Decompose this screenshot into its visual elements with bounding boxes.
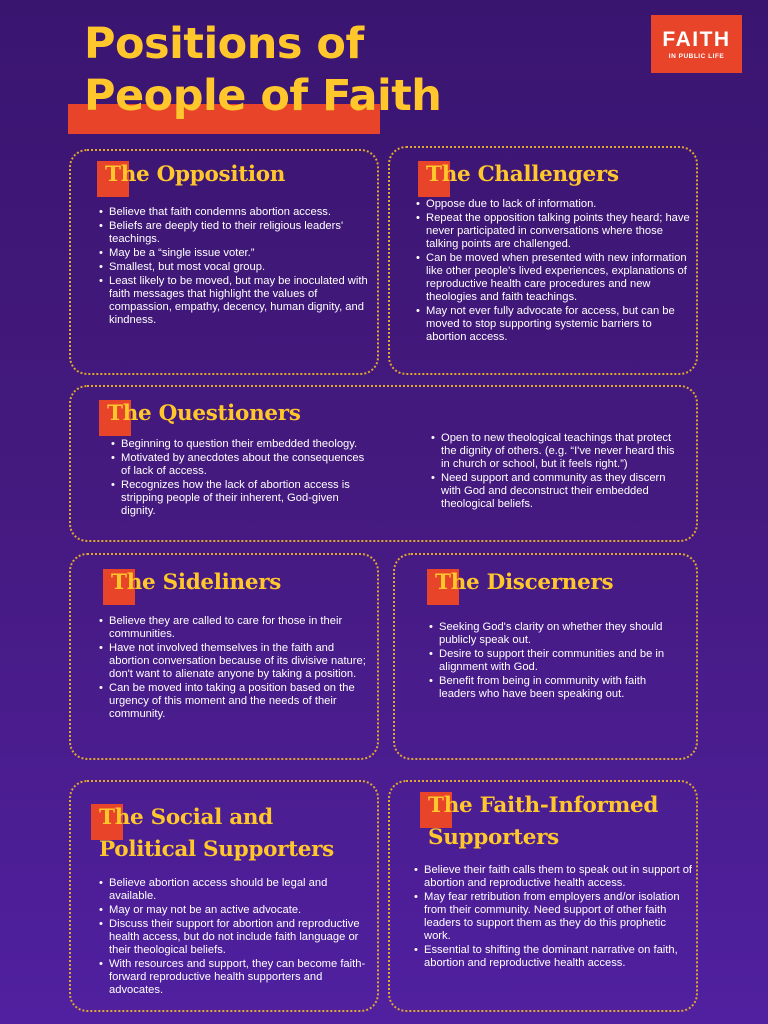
card-opposition-heading [105,159,285,191]
list-item: • Recognizes how the lack of abortion access is stripping people of their inherent, God-given dignity. [111,479,373,518]
card-discerners-title: The Discerners [435,570,614,595]
card-questioners-points-left [111,438,373,519]
page-title-line-2: People of Faith [84,71,442,121]
list-item: • Need support and community as they discern with God and deconstruct their embedded theological beliefs. [431,472,679,511]
card-questioners [69,385,698,542]
card-faith-informed-title-line-1: The Faith-Informed [428,793,659,818]
list-item: • Have not involved themselves in the faith and abortion conversation because of its divisive nature; don't want to alienate anyone by taking a position. [99,642,371,681]
card-discerners-heading [435,567,613,599]
card-social-political-supporters [69,780,379,1012]
list-item: • Repeat the opposition talking points they heard; have never participated in conversations where those talking points are challenged. [416,212,694,251]
card-sideliners-heading [111,567,281,599]
list-item: • Believe that faith condemns abortion access. [99,206,371,219]
card-faith-informed-heading [428,790,658,854]
card-opposition-title: The Opposition [105,162,286,187]
card-discerners-points [429,621,679,702]
list-item: • Smallest, but most vocal group. [99,261,371,274]
list-item: • With resources and support, they can become faith-forward reproductive health supporters and advocates. [99,958,371,997]
card-faith-informed-title-line-2: Supporters [428,825,559,850]
card-opposition-points [99,206,371,328]
list-item: • Seeking God's clarity on whether they should publicly speak out. [429,621,679,647]
list-item: • Motivated by anecdotes about the consequences of lack of access. [111,452,373,478]
list-item: • Open to new theological teachings that protect the dignity of others. (e.g. “I've never heard this in church or school, but it feels right.”) [431,432,679,471]
card-challengers-points [416,198,694,345]
list-item: • Beginning to question their embedded theology. [111,438,373,451]
list-item: • Can be moved when presented with new information like other people's lived experiences, explanations of reproductive health care procedures and new theologies and faith teachings. [416,252,694,304]
card-sideliners-points [99,615,371,722]
list-item: • Benefit from being in community with faith leaders who have been speaking out. [429,675,679,701]
list-item: • Believe abortion access should be legal and available. [99,877,371,903]
list-item: • Least likely to be moved, but may be inoculated with faith messages that highlight the values of compassion, empathy, decency, human dignity, and kindness. [99,275,371,327]
card-challengers-title: The Challengers [426,162,619,187]
page-title [84,18,544,122]
card-challengers [388,146,698,375]
faith-in-public-life-logo [651,15,742,73]
list-item: • May not ever fully advocate for access, but can be moved to stop supporting systemic barriers to abortion access. [416,305,694,344]
card-opposition [69,149,379,375]
card-questioners-heading [107,398,301,430]
list-item: • Believe their faith calls them to speak out in support of abortion and reproductive health access. [414,864,694,890]
card-discerners [393,553,698,760]
card-faith-informed-supporters [388,780,698,1012]
list-item: • Essential to shifting the dominant narrative on faith, abortion and reproductive health access. [414,944,694,970]
list-item: • Can be moved into taking a position based on the urgency of this moment and the needs of their community. [99,682,371,721]
card-social-political-title-line-2: Political Supporters [99,837,334,862]
list-item: • Believe they are called to care for those in their communities. [99,615,371,641]
list-item: • Oppose due to lack of information. [416,198,694,211]
list-item: • Beliefs are deeply tied to their religious leaders' teachings. [99,220,371,246]
list-item: • May fear retribution from employers and/or isolation from their community. Need support of other faith leaders to support them as they do this prophetic work. [414,891,694,943]
page-title-line-1: Positions of [84,19,364,69]
card-questioners-points-right [431,432,679,512]
logo-main-text: FAITH [662,27,731,51]
card-questioners-title: The Questioners [107,401,301,426]
card-faith-informed-points [414,864,694,971]
list-item: • Desire to support their communities and be in alignment with God. [429,648,679,674]
card-social-political-title-line-1: The Social and [99,805,273,830]
list-item: • May be a “single issue voter.” [99,247,371,260]
card-social-political-heading [99,802,334,866]
list-item: • May or may not be an active advocate. [99,904,371,917]
list-item: • Discuss their support for abortion and reproductive health access, but do not include faith language or their theological beliefs. [99,918,371,957]
card-sideliners [69,553,379,760]
card-social-political-points [99,877,371,998]
logo-sub-text: IN PUBLIC LIFE [668,52,725,60]
card-sideliners-title: The Sideliners [111,570,282,595]
card-challengers-heading [426,159,619,191]
